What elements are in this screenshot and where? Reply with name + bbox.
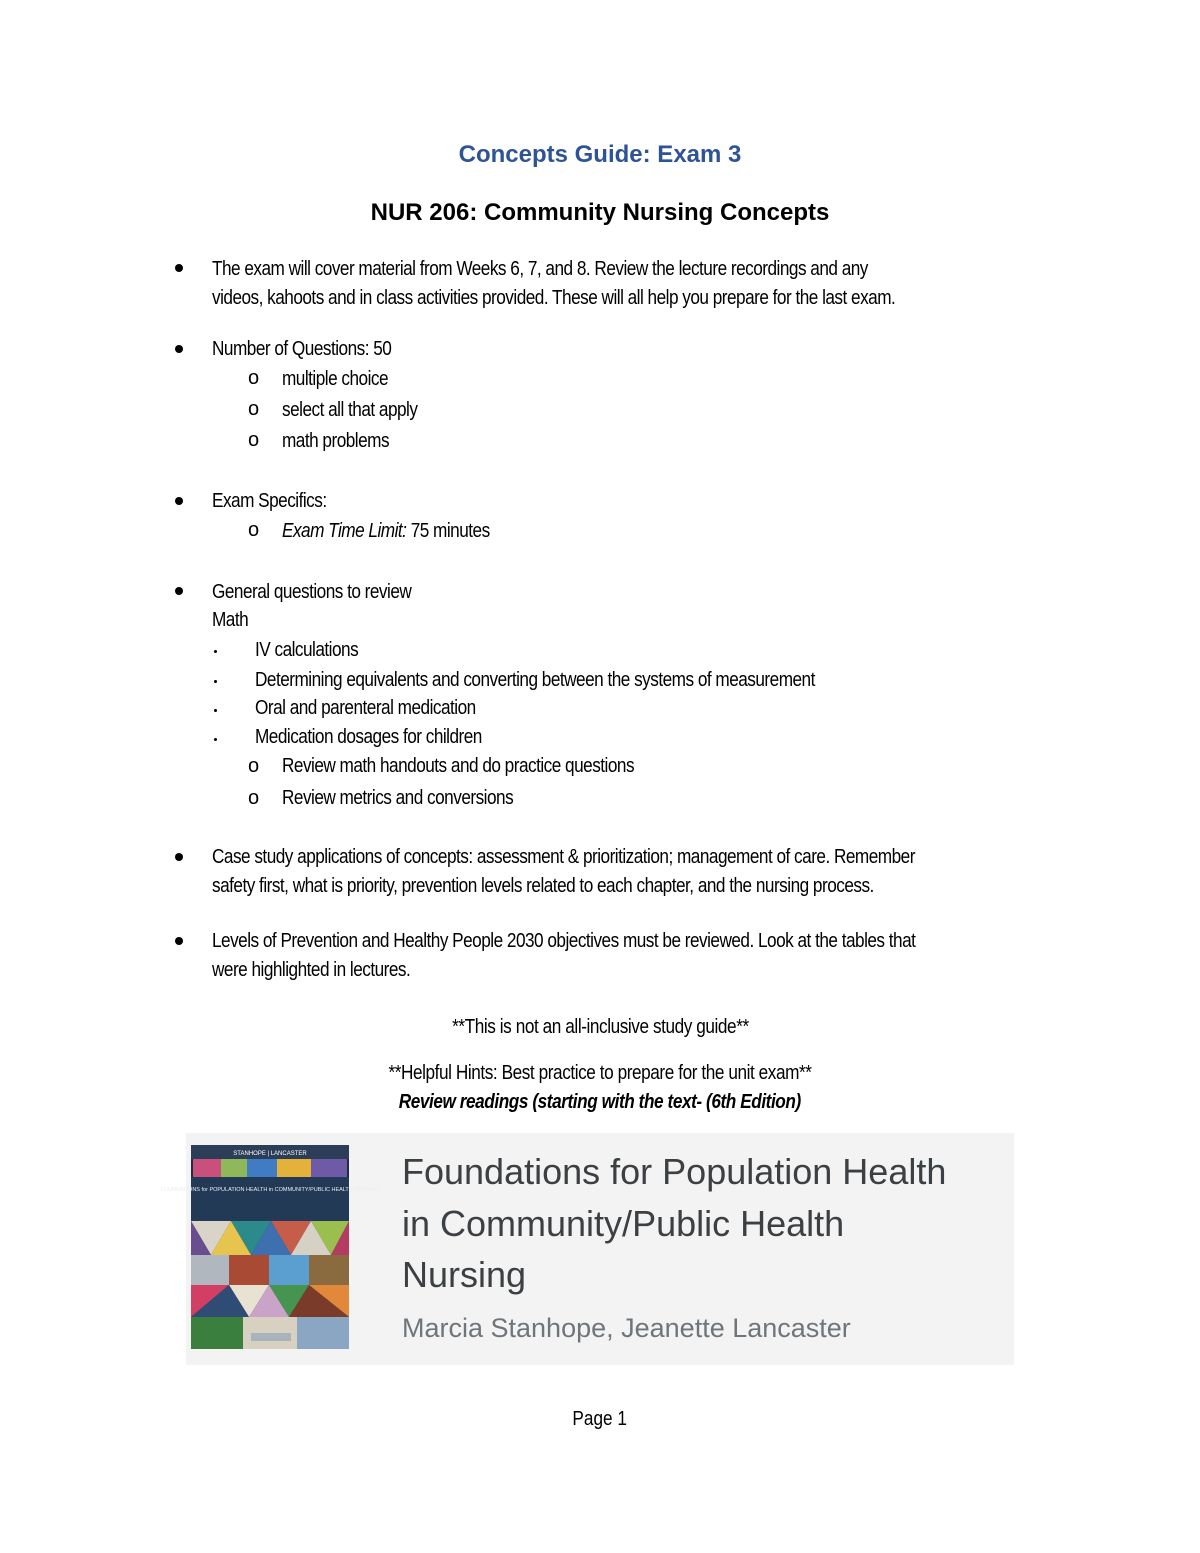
bullet-dot [175,345,183,353]
middle-dot [214,738,217,741]
book-cover-art [160,1145,380,1349]
sub-bullet-o: o [248,755,260,777]
cover-authors-text: STANHOPE | LANCASTER [233,1151,307,1157]
case-study-line-2: safety first, what is priority, prevention levels related to each chapter, and the nursing process. [212,875,874,897]
disclaimer-note [0,1013,1200,1042]
exam-specifics: Exam Specifics: [212,490,327,512]
bullet-dot [175,264,183,272]
exam-coverage-line-2: videos, kahoots and in class activities provided. These will all help you prepare for the last exam. [212,287,896,309]
bullet-dot [175,937,183,945]
book-authors: Marcia Stanhope, Jeanette Lancaster [402,1313,851,1343]
sub-bullet-o: o [248,519,260,541]
number-of-questions: Number of Questions: 50 [212,338,392,360]
levels-prevention-line-2: were highlighted in lectures. [212,959,411,981]
sub-bullet-o: o [248,429,260,451]
question-type-item: math problems [282,430,390,452]
bullet-exam-coverage [212,255,895,313]
math-review-item: Review math handouts and do practice questions [282,755,635,777]
math-label: Math [212,609,249,631]
exam-time-limit [282,517,490,546]
disclaimer-text: **This is not an all-inclusive study guide** [451,1016,749,1038]
book-title-line-3: Nursing [402,1254,527,1295]
review-readings-text: Review readings (starting with the text- (6th Edition) [398,1091,802,1113]
helpful-hints-text: **Helpful Hints: Best practice to prepare for the unit exam** [388,1062,812,1084]
cover-title-text: FOUNDATIONS for POPULATION HEALTH in COMMUNITY/PUBLIC HEALTH NURSING [160,1187,380,1193]
bullet-levels-prevention [212,927,915,985]
book-title-line-2: in Community/Public Health [402,1203,845,1244]
review-readings [0,1088,1200,1117]
book-title-line-1: Foundations for Population Health [402,1151,947,1192]
math-topic-item: IV calculations [255,639,359,661]
question-type-item: multiple choice [282,368,389,390]
bullet-case-study [212,843,915,901]
middle-dot [214,650,217,653]
helpful-hints [0,1059,1200,1088]
page-title: Concepts Guide: Exam 3 [458,141,742,168]
middle-dot [214,709,217,712]
bullet-dot [175,853,183,861]
sub-bullet-o: o [248,398,260,420]
page-number-text: Page 1 [572,1408,628,1430]
page-number [0,1408,1200,1431]
exam-time-limit-label: Exam Time Limit: [282,520,407,542]
exam-time-limit-value: 75 minutes [406,520,490,542]
math-topic-item: Oral and parenteral medication [255,697,476,719]
course-title: NUR 206: Community Nursing Concepts [370,199,830,226]
middle-dot [214,680,217,683]
exam-coverage-line-1: The exam will cover material from Weeks 6, 7, and 8. Review the lecture recordings and any [212,258,868,280]
math-topic-item: Medication dosages for children [255,726,482,748]
sub-bullet-o: o [248,787,260,809]
levels-prevention-line-1: Levels of Prevention and Healthy People 2030 objectives must be reviewed. Look at the tables that [212,930,916,952]
bullet-dot [175,587,183,595]
case-study-line-1: Case study applications of concepts: assessment & prioritization; management of care. Remember [212,846,915,868]
textbook-banner-image [160,1133,1014,1365]
book-cover-image [160,1145,380,1349]
math-review-item: Review metrics and conversions [282,787,514,809]
sub-bullet-o: o [248,367,260,389]
question-type-item: select all that apply [282,399,418,421]
general-questions: General questions to review [212,581,412,603]
math-topic-item: Determining equivalents and converting between the systems of measurement [255,669,815,691]
bullet-dot [175,497,183,505]
